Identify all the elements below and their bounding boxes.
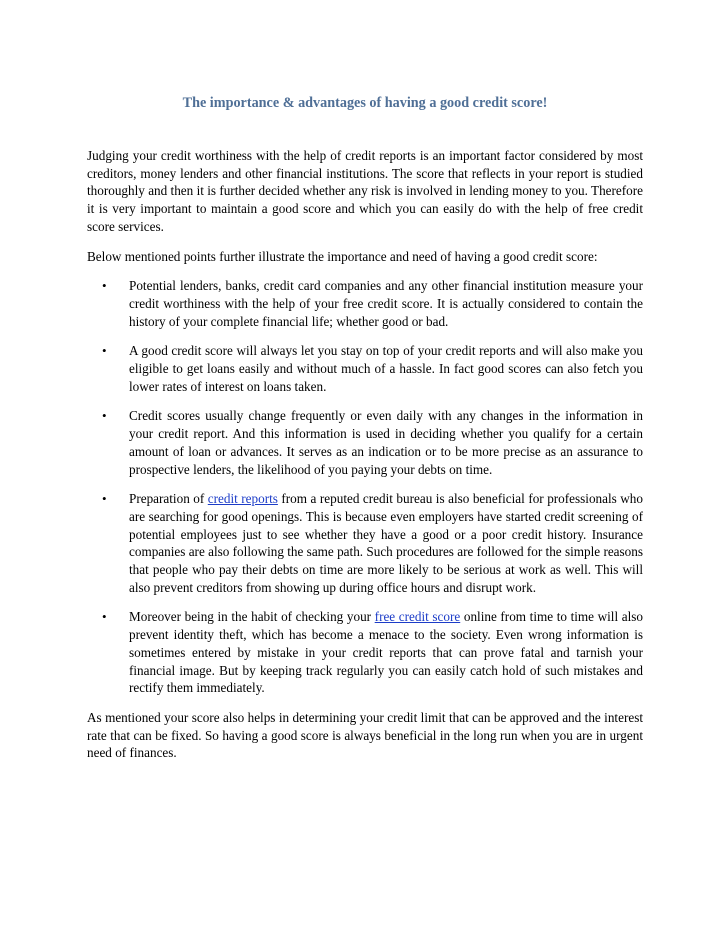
- point-text: A good credit score will always let you stay on top of your credit reports and will also make you eligible to get loans easily and without much of a hassle. In fact good scores can also fetch you lower rates of interest on loans taken.: [129, 343, 643, 394]
- point-text: Potential lenders, banks, credit card companies and any other financial institution measure your credit worthiness with the help of your free credit score. It is actually considered to contain the history of your complete financial life; whether good or bad.: [129, 278, 643, 329]
- point-text-after: from a reputed credit bureau is also beneficial for professionals who are searching for good openings. This is because even employers have started credit screening of potential employees just to see whether they have a good or a poor credit history. Insurance companies are also following the same path. Such procedures are followed for the simple reasons that people who pay their debts on time are more likely to be serious at work as well. This will also prevent creditors from showing up during office hours and disrupt work.: [129, 491, 643, 595]
- intro-paragraph: Judging your credit worthiness with the help of credit reports is an important factor considered by most creditors, money lenders and other financial institutions. The score that reflects in your report is studied thoroughly and then it is further decided whether any risk is involved in lending money to you. Therefore it is very important to maintain a good score and which you can easily do with the help of free credit score services.: [87, 148, 643, 234]
- point-text-after: online from time to time will also prevent identity theft, which has become a menace to the society. Even wrong information is sometimes entered by mistake in your credit reports that can prove fatal and tarnish your financial image. But by keeping track regularly you can easily catch hold of such mistakes and rectify them immediately.: [129, 609, 643, 696]
- document-title: The importance & advantages of having a good credit score!: [182, 95, 548, 111]
- bullet-icon: •: [102, 408, 107, 424]
- list-item: [87, 277, 643, 330]
- bullet-icon: •: [102, 491, 107, 507]
- list-item: [87, 490, 643, 596]
- closing-paragraph: As mentioned your score also helps in determining your credit limit that can be approved and the interest rate that can be fixed. So having a good score is always beneficial in the long run when you are in urgent need of finances.: [87, 709, 643, 761]
- credit-reports-link[interactable]: credit reports: [207, 491, 278, 507]
- bullet-icon: •: [102, 343, 107, 359]
- list-item: [87, 407, 643, 478]
- lead-paragraph: Below mentioned points further illustrate the importance and need of having a good credit score:: [87, 248, 598, 264]
- bullet-icon: •: [102, 278, 107, 294]
- points-list: [87, 277, 643, 697]
- document-page: [87, 93, 643, 762]
- list-item: [87, 608, 643, 697]
- point-text: Credit scores usually change frequently or even daily with any changes in the information in your credit report. And this information is used in deciding whether you qualify for a certain amount of loan or advances. It serves as an indication or to be more precise as an assurance to prospective lenders, the likelihood of you paying your debts on time.: [129, 408, 643, 477]
- bullet-icon: •: [102, 609, 107, 625]
- point-text-before: Preparation of: [129, 491, 208, 507]
- list-item: [87, 342, 643, 395]
- free-credit-score-link[interactable]: free credit score: [374, 609, 461, 625]
- point-text-before: Moreover being in the habit of checking your: [129, 609, 375, 625]
